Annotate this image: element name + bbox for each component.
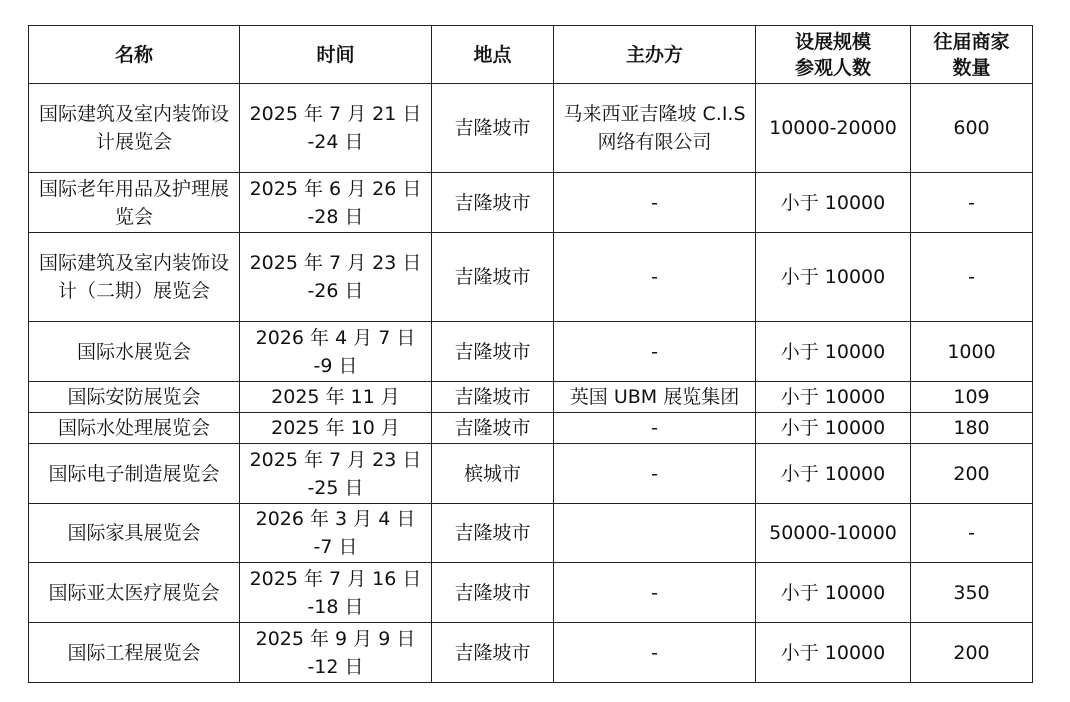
cell-name: 国际水处理展览会 [29,413,240,444]
cell-time: 2025 年 7 月 21 日 -24 日 [240,84,432,173]
header-scale-line2: 参观人数 [794,56,871,79]
cell-scale: 小于 10000 [756,444,911,504]
cell-organizer: - [554,413,756,444]
cell-time: 2025 年 7 月 23 日 -26 日 [240,233,432,322]
cell-count: 109 [911,382,1033,413]
header-scale [756,26,911,84]
table-row [29,444,1033,504]
header-time: 时间 [240,26,432,84]
cell-scale: 小于 10000 [756,382,911,413]
cell-time: 2025 年 10 月 [240,413,432,444]
cell-scale: 小于 10000 [756,563,911,623]
cell-place: 吉隆坡市 [432,173,554,233]
header-count [911,26,1033,84]
cell-name: 国际建筑及室内装饰设计（二期）展览会 [29,233,240,322]
header-count-line2: 数量 [952,56,991,79]
cell-organizer: - [554,322,756,382]
cell-count: 1000 [911,322,1033,382]
cell-name: 国际老年用品及护理展览会 [29,173,240,233]
cell-name: 国际家具展览会 [29,504,240,563]
cell-organizer: 英国 UBM 展览集团 [554,382,756,413]
table-row [29,233,1033,322]
table-row [29,623,1033,683]
cell-place: 吉隆坡市 [432,233,554,322]
cell-scale: 小于 10000 [756,173,911,233]
cell-scale: 小于 10000 [756,322,911,382]
cell-place: 吉隆坡市 [432,504,554,563]
cell-scale: 小于 10000 [756,623,911,683]
table-row [29,173,1033,233]
cell-count: 200 [911,444,1033,504]
table-row [29,413,1033,444]
cell-count: - [911,504,1033,563]
cell-count: - [911,233,1033,322]
cell-time: 2025 年 7 月 23 日 -25 日 [240,444,432,504]
table-row [29,563,1033,623]
cell-organizer: - [554,233,756,322]
cell-place: 吉隆坡市 [432,413,554,444]
cell-organizer: - [554,173,756,233]
header-name: 名称 [29,26,240,84]
cell-scale: 小于 10000 [756,413,911,444]
cell-time: 2025 年 11 月 [240,382,432,413]
cell-organizer: - [554,563,756,623]
cell-organizer: - [554,623,756,683]
cell-count: 350 [911,563,1033,623]
cell-place: 吉隆坡市 [432,382,554,413]
cell-place: 吉隆坡市 [432,563,554,623]
cell-organizer: - [554,444,756,504]
cell-organizer: 马来西亚吉隆坡 C.I.S 网络有限公司 [554,84,756,173]
cell-organizer [554,504,756,563]
table-row [29,322,1033,382]
cell-count: 200 [911,623,1033,683]
cell-name: 国际水展览会 [29,322,240,382]
cell-place: 吉隆坡市 [432,84,554,173]
cell-place: 槟城市 [432,444,554,504]
cell-count: 600 [911,84,1033,173]
cell-name: 国际建筑及室内装饰设计展览会 [29,84,240,173]
table-row [29,504,1033,563]
exhibition-table-container [28,25,1033,683]
table-header-row [29,26,1033,84]
cell-time: 2026 年 3 月 4 日 -7 日 [240,504,432,563]
header-organizer: 主办方 [554,26,756,84]
table-row [29,382,1033,413]
cell-scale: 10000-20000 [756,84,911,173]
cell-time: 2025 年 6 月 26 日 -28 日 [240,173,432,233]
cell-time: 2025 年 9 月 9 日 -12 日 [240,623,432,683]
cell-name: 国际安防展览会 [29,382,240,413]
cell-count: 180 [911,413,1033,444]
cell-time: 2025 年 7 月 16 日 -18 日 [240,563,432,623]
header-place: 地点 [432,26,554,84]
cell-place: 吉隆坡市 [432,322,554,382]
cell-scale: 50000-10000 [756,504,911,563]
cell-time: 2026 年 4 月 7 日 -9 日 [240,322,432,382]
table-row [29,84,1033,173]
cell-name: 国际电子制造展览会 [29,444,240,504]
cell-place: 吉隆坡市 [432,623,554,683]
exhibition-table [28,25,1033,683]
header-count-line1: 往届商家 [933,30,1010,53]
cell-name: 国际亚太医疗展览会 [29,563,240,623]
cell-count: - [911,173,1033,233]
cell-name: 国际工程展览会 [29,623,240,683]
header-scale-line1: 设展规模 [794,30,871,53]
cell-scale: 小于 10000 [756,233,911,322]
